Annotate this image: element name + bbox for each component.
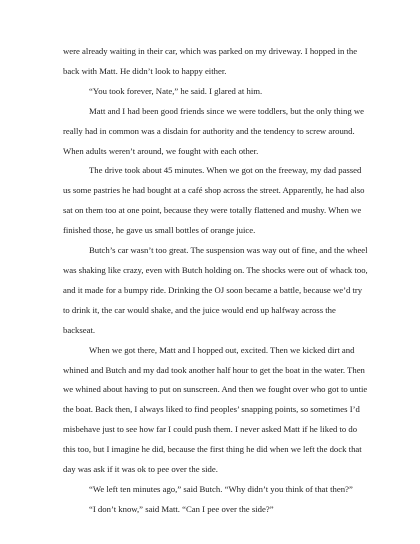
paragraph-1: were already waiting in their car, which was parked on my driveway. I hopped in the back with Matt. He didn’t look to happy either. xyxy=(63,46,358,76)
paragraph-4: The drive took about 45 minutes. When we got on the freeway, my dad passed us some pastries he had bought at a café shop across the street. Apparently, he had also sat on them too at one point, because they were totally flattened and mushy. When we finished those, he gave us small bottles of orange juice. xyxy=(63,165,365,236)
paragraph-7: “We left ten minutes ago,” said Butch. “Why didn’t you think of that then?” xyxy=(89,483,353,494)
paragraph-2: “You took forever, Nate,” he said. I glared at him. xyxy=(89,85,263,96)
paragraph-8: “I don’t know,” said Matt. “Can I pee over the side?” xyxy=(89,503,274,514)
paragraph-3: Matt and I had been good friends since we were toddlers, but the only thing we really had in common was a disdain for authority and the tendency to screw around. When adults weren’t around, we fought with each other. xyxy=(63,105,365,156)
paragraph-5: Butch’s car wasn’t too great. The suspension was way out of fine, and the wheel was shaking like crazy, even with Butch holding on. The shocks were out of whack too, and it made for a bumpy ride. Drinking the OJ soon became a battle, because we’d try to drink it, the car would shake, and the juice would end up halfway across the backseat. xyxy=(63,245,368,335)
paragraph-6: When we got there, Matt and I hopped out, excited. Then we kicked dirt and whined and Butch and my dad took another half hour to get the boat in the water. Then we whined about having to put on sunscreen. And then we fought over who got to untie the boat. Back then, I always liked to find peoples’ snapping points, so sometimes I’d misbehave just to see how far I could push them. I never asked Matt if he liked to do this too, but I imagine he did, because the first thing he did when we left the dock that day was ask if it was ok to pee over the side. xyxy=(63,344,368,475)
